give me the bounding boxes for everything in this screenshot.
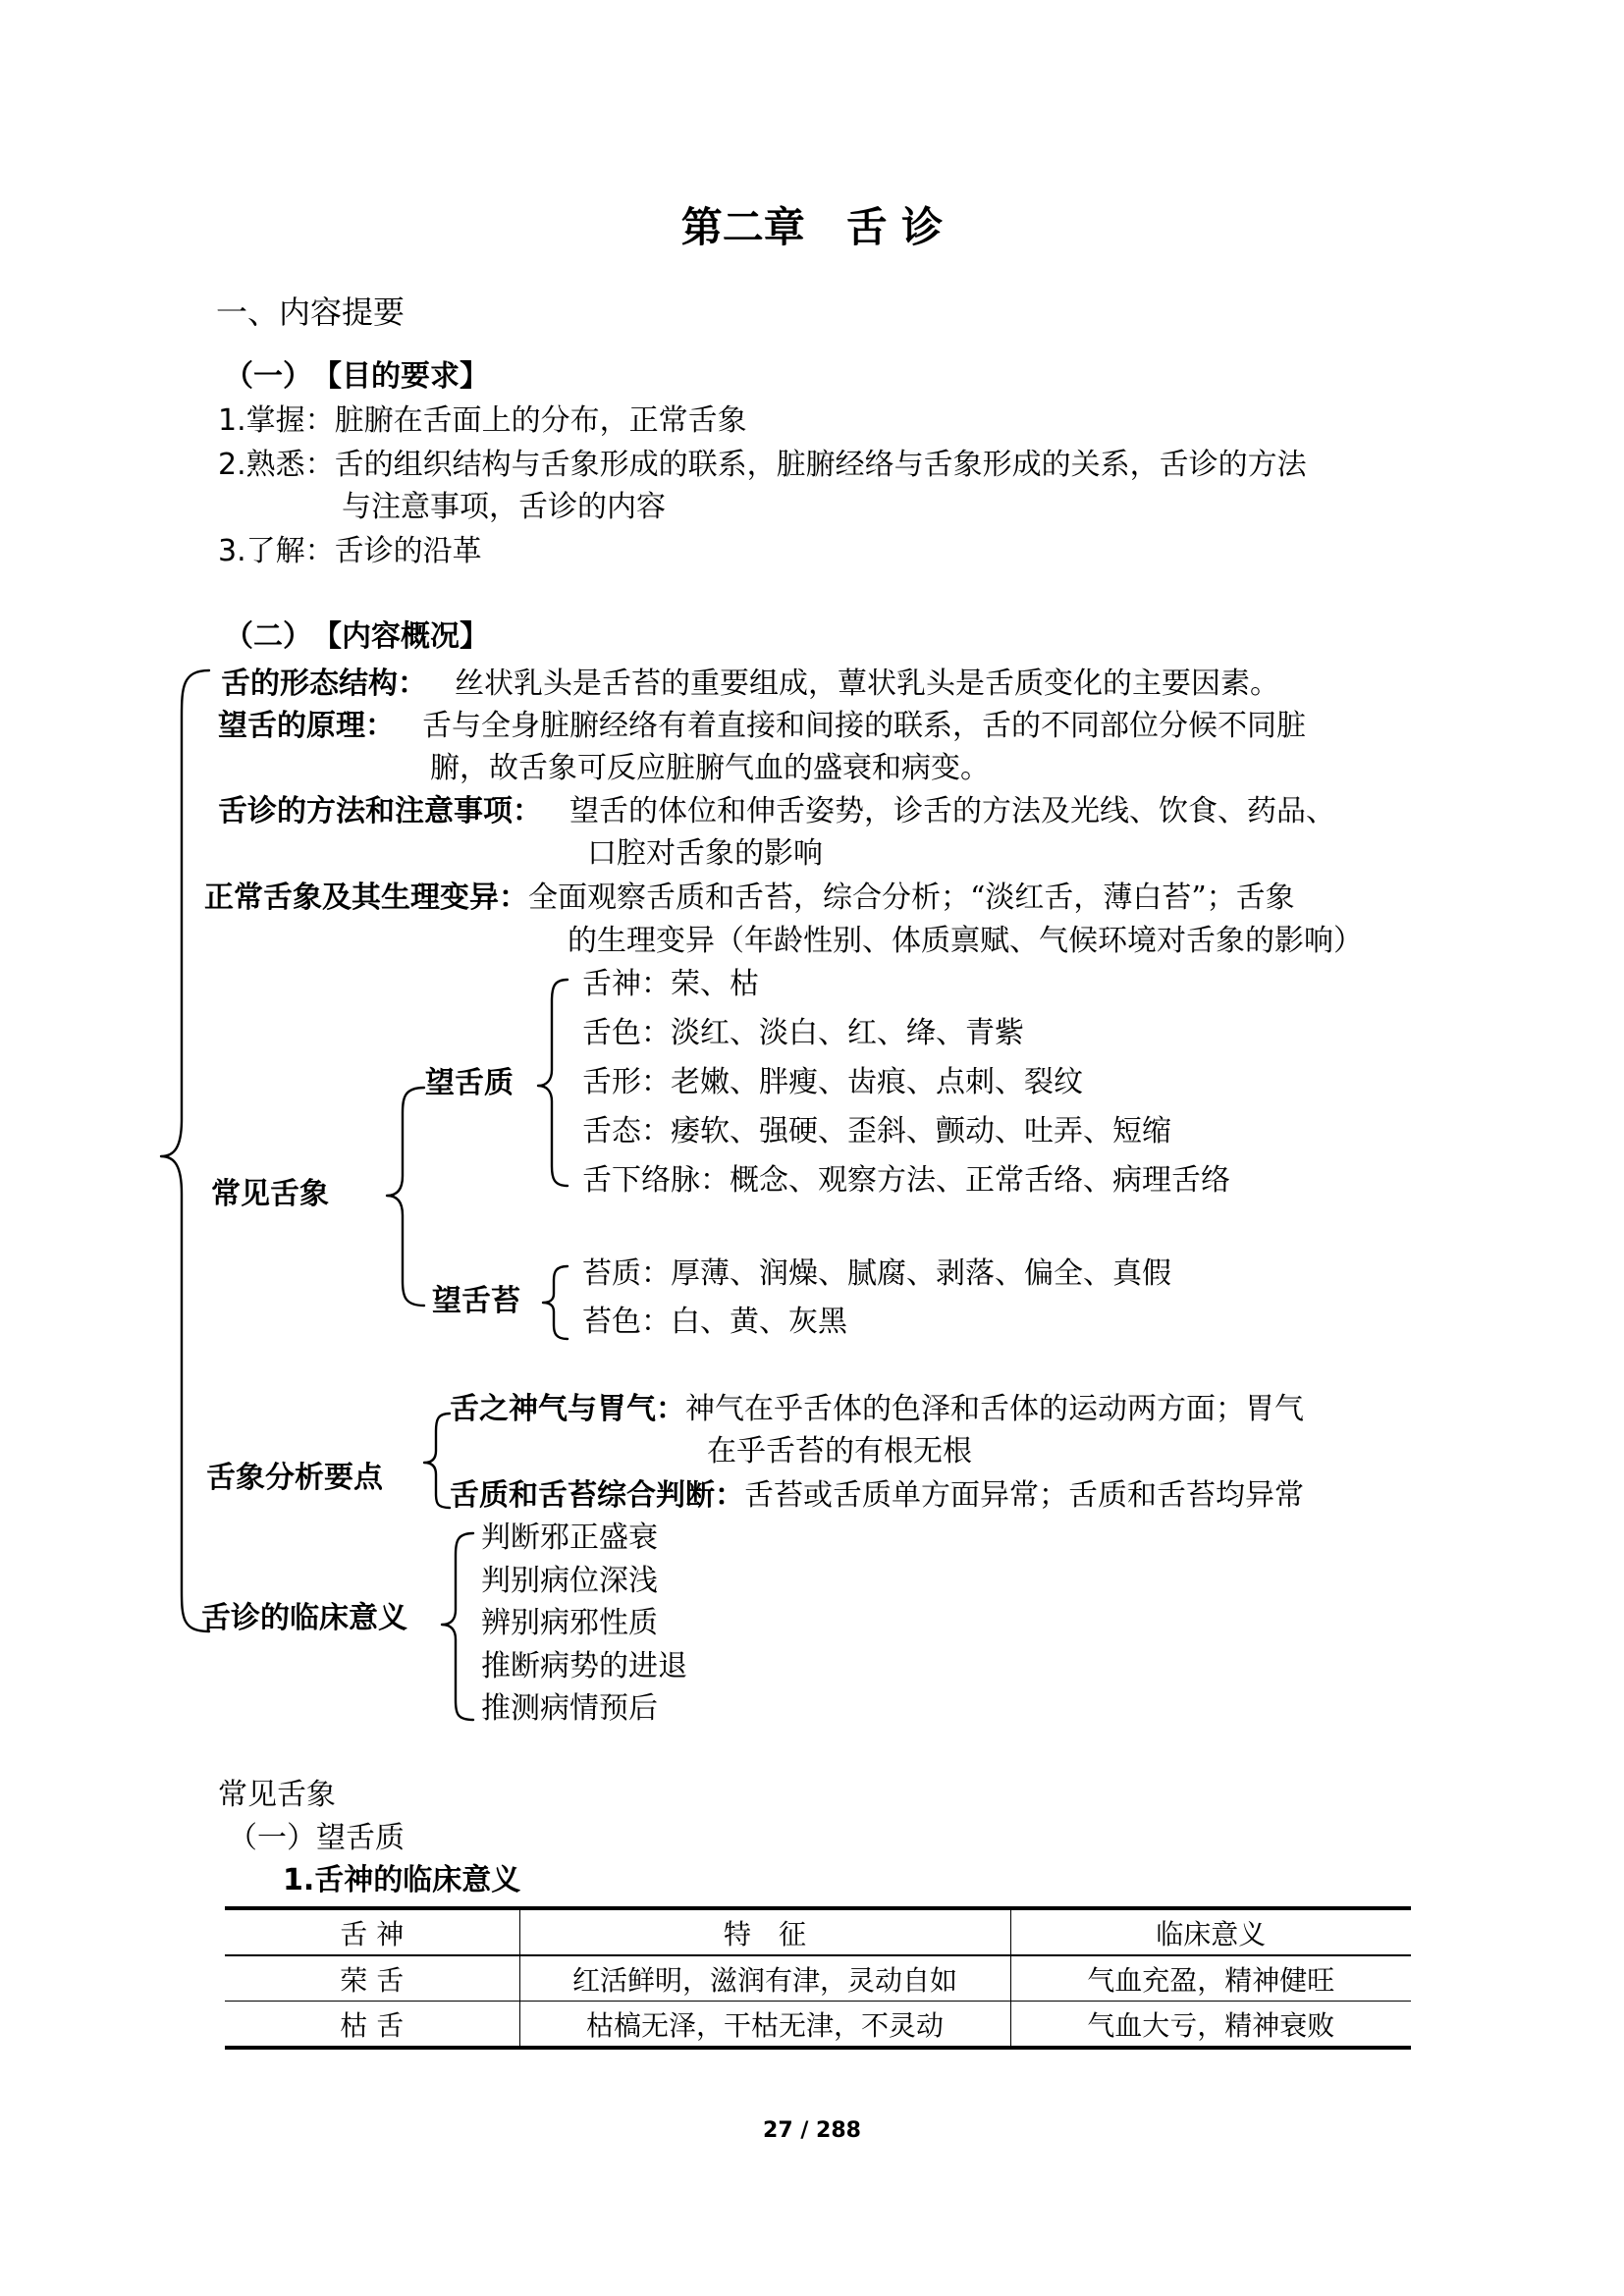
chapter-title: 第二章 舌 诊 <box>680 203 944 251</box>
normal-text-continued: 的生理变异（年龄性别、体质禀赋、气候环境对舌象的影响） <box>568 924 1363 958</box>
method-label: 舌诊的方法和注意事项： <box>218 794 542 828</box>
table-row <box>225 2002 1411 2049</box>
table-cell: 枯 舌 <box>225 2002 519 2049</box>
quality-item: 舌神：荣、枯 <box>582 967 759 1001</box>
coating-item: 苔质：厚薄、润燥、腻腐、剥落、偏全、真假 <box>582 1256 1171 1291</box>
outer-brace <box>161 670 209 1631</box>
combined-label: 舌质和舌苔综合判断： <box>450 1478 744 1513</box>
table-title: 1.舌神的临床意义 <box>283 1863 521 1897</box>
method-text-continued: 口腔对舌象的影响 <box>587 836 823 871</box>
table-row <box>225 1955 1411 2002</box>
page-number: 27 / 288 <box>763 2118 861 2143</box>
clinical-item: 推断病势的进退 <box>481 1649 687 1683</box>
clinical-item: 辨别病邪性质 <box>481 1606 658 1640</box>
normal-label: 正常舌象及其生理变异： <box>204 881 528 915</box>
tongue-spirit-table <box>225 1906 1411 2050</box>
quality-item: 舌态：痿软、强硬、歪斜、颤动、吐弄、短缩 <box>582 1114 1171 1148</box>
goal-text: 舌诊的沿革 <box>334 534 482 568</box>
table-cell: 荣 舌 <box>225 1955 519 2002</box>
principle-text: 舌与全身脏腑经络有着直接和间接的联系，舌的不同部位分候不同脏 <box>422 709 1306 743</box>
clinical-label: 舌诊的临床意义 <box>201 1601 407 1635</box>
morphology-row <box>221 667 1279 702</box>
principle-label: 望舌的原理： <box>218 709 395 743</box>
spirit-text: 神气在乎舌体的色泽和舌体的运动两方面；胃气 <box>685 1392 1304 1426</box>
quality-item: 舌色：淡红、淡白、红、绛、青紫 <box>582 1016 1024 1050</box>
goal-text-continued: 与注意事项，舌诊的内容 <box>342 490 666 524</box>
combined-row <box>450 1479 1304 1514</box>
goal-item <box>218 535 482 569</box>
quality-item: 舌形：老嫩、胖瘦、齿痕、点刺、裂纹 <box>582 1065 1083 1099</box>
principle-text-continued: 腑，故舌象可反应脏腑气血的盛衰和病变。 <box>430 751 990 785</box>
spirit-text-continued: 在乎舌苔的有根无根 <box>707 1434 972 1468</box>
table-cell: 气血充盈，精神健旺 <box>1010 1955 1411 2002</box>
combined-text: 舌苔或舌质单方面异常；舌质和舌苔均异常 <box>744 1478 1304 1513</box>
method-text: 望舌的体位和伸舌姿势，诊舌的方法及光线、饮食、药品、 <box>569 794 1335 828</box>
column-header: 临床意义 <box>1010 1908 1411 1955</box>
goal-text: 脏腑在舌面上的分布，正常舌象 <box>334 403 747 438</box>
goal-item <box>218 404 747 439</box>
common-section-title: 常见舌象 <box>218 1778 336 1812</box>
common-label: 常见舌象 <box>211 1177 329 1211</box>
clinical-item: 判别病位深浅 <box>481 1564 658 1598</box>
clinical-brace <box>442 1533 473 1720</box>
table-cell: 气血大亏，精神衰败 <box>1010 2002 1411 2049</box>
column-header: 特 征 <box>519 1908 1010 1955</box>
analysis-brace <box>424 1414 450 1508</box>
quality-item: 舌下络脉：概念、观察方法、正常舌络、病理舌络 <box>582 1163 1230 1198</box>
coating-label: 望舌苔 <box>432 1284 520 1318</box>
morphology-text: 丝状乳头是舌苔的重要组成，蕈状乳头是舌质变化的主要因素。 <box>455 667 1279 701</box>
morphology-label: 舌的形态结构： <box>221 667 427 701</box>
goal-label: 1.掌握： <box>218 403 335 438</box>
goal-item <box>218 449 1307 483</box>
coating-item: 苔色：白、黄、灰黑 <box>582 1305 847 1339</box>
table-cell: 红活鲜明，滋润有津，灵动自如 <box>519 1955 1010 2002</box>
goal-text: 舌的组织结构与舌象形成的联系，脏腑经络与舌象形成的关系，舌诊的方法 <box>334 448 1307 482</box>
quality-label: 望舌质 <box>425 1066 514 1100</box>
table-cell: 枯槁无泽，干枯无津，不灵动 <box>519 2002 1010 2049</box>
common-section-sub: （一）望舌质 <box>228 1821 405 1855</box>
normal-row <box>204 881 1295 916</box>
principle-row <box>218 710 1306 744</box>
coating-brace <box>543 1266 568 1339</box>
common-brace <box>387 1088 424 1306</box>
normal-text: 全面观察舌质和舌苔，综合分析；“淡红舌，薄白苔”；舌象 <box>528 881 1295 915</box>
goals-heading: （一） 【目的要求】 <box>224 359 489 394</box>
method-row <box>218 795 1335 829</box>
spirit-row <box>450 1393 1304 1427</box>
goal-label: 3.了解： <box>218 534 335 568</box>
analysis-label: 舌象分析要点 <box>206 1461 383 1495</box>
section-heading: 一、内容提要 <box>216 294 406 331</box>
spirit-label: 舌之神气与胃气： <box>450 1392 685 1426</box>
clinical-item: 判断邪正盛衰 <box>481 1521 658 1555</box>
quality-brace <box>538 980 568 1186</box>
goal-label: 2.熟悉： <box>218 448 335 482</box>
clinical-item: 推测病情预后 <box>481 1691 658 1726</box>
overview-heading: （二） 【内容概况】 <box>224 619 489 654</box>
column-header: 舌 神 <box>225 1908 519 1955</box>
table-header-row <box>225 1908 1411 1955</box>
